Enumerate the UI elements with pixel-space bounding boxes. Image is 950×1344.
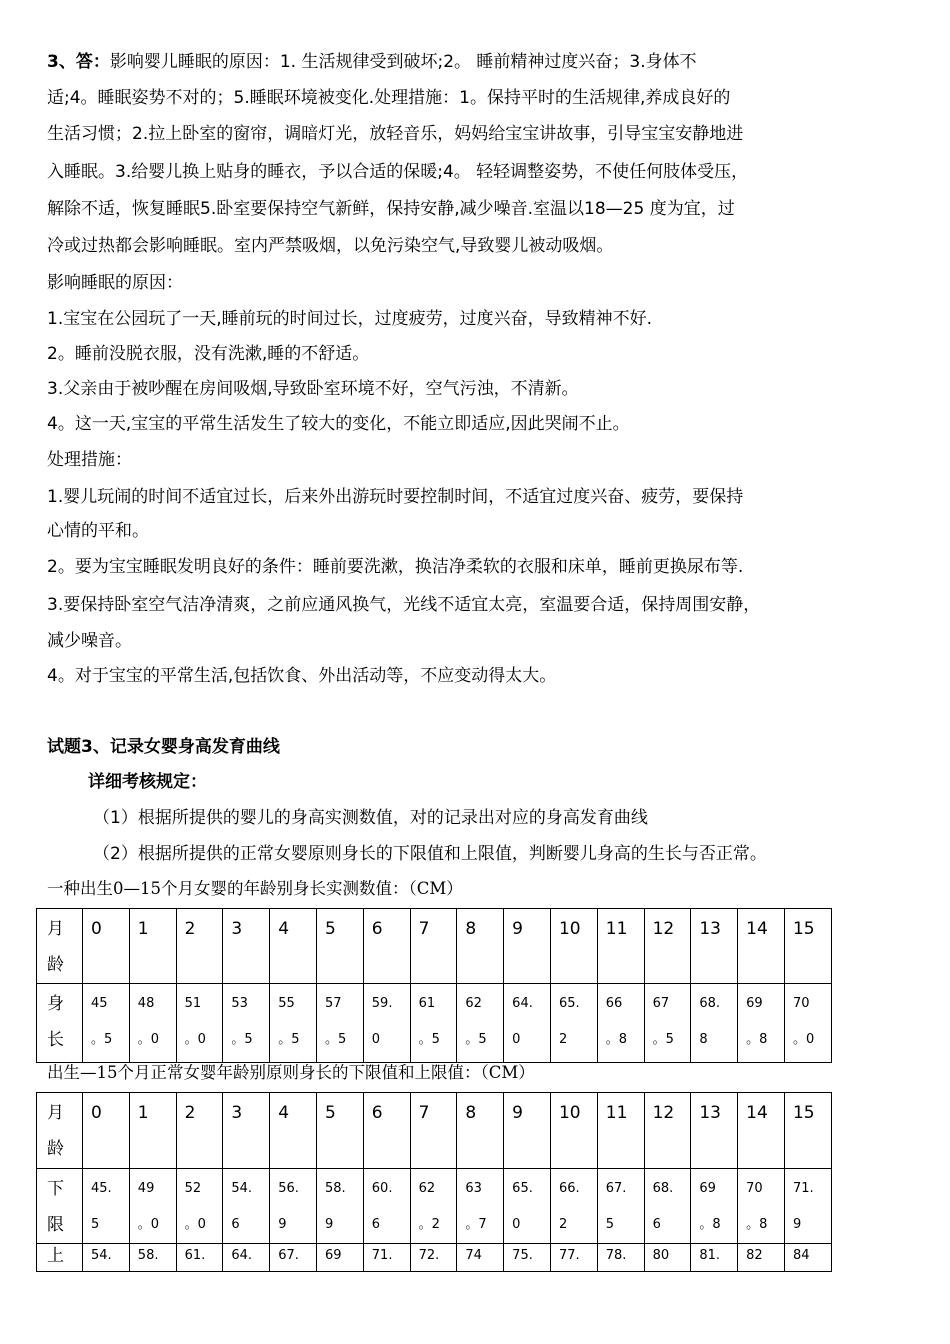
- month-age-cell: 8: [457, 909, 504, 984]
- month-age-cell: 7: [410, 1093, 457, 1169]
- month-age-cell: 1: [129, 909, 176, 984]
- month-age-cell: 14: [738, 909, 785, 984]
- month-age-cell: 4: [270, 1093, 317, 1169]
- height-value-cell: 65. 2: [550, 984, 597, 1063]
- upper-limit-value-cell: 80: [644, 1244, 691, 1272]
- lower-limit-value-cell: 65. 0: [504, 1169, 551, 1244]
- height-value-cell: 66 。8: [597, 984, 644, 1063]
- upper-limit-value-cell: 78.: [597, 1244, 644, 1272]
- lower-limit-value-cell: 52 。0: [176, 1169, 223, 1244]
- lower-limit-value-cell: 60. 6: [363, 1169, 410, 1244]
- upper-limit-value-cell: 64.: [223, 1244, 270, 1272]
- lower-limit-value-cell: 63 。7: [457, 1169, 504, 1244]
- month-age-cell: 15: [784, 909, 831, 984]
- upper-limit-value-cell: 71.: [363, 1244, 410, 1272]
- lower-limit-value-cell: 68. 6: [644, 1169, 691, 1244]
- causes-item-2: 2。睡前没脱衣服，没有洗漱,睡的不舒适。: [47, 344, 370, 364]
- causes-item-3: 3.父亲由于被吵醒在房间吸烟,导致卧室环境不好，空气污浊，不清新。: [47, 379, 579, 399]
- table1-height-row: [37, 984, 832, 1063]
- lower-limit-label: 下 限: [37, 1169, 83, 1244]
- lower-limit-value-cell: 71. 9: [784, 1169, 831, 1244]
- measures-line-2: 心情的平和。: [47, 521, 149, 541]
- table2-lower-row: [37, 1169, 832, 1244]
- month-age-label: 月 龄: [37, 909, 83, 984]
- height-value-cell: 57 。5: [316, 984, 363, 1063]
- upper-limit-value-cell: 81.: [691, 1244, 738, 1272]
- height-value-cell: 45 。5: [83, 984, 130, 1063]
- height-value-cell: 69 。8: [738, 984, 785, 1063]
- month-age-cell: 12: [644, 1093, 691, 1169]
- answer-line-3: 生活习惯；2.拉上卧室的窗帘，调暗灯光，放轻音乐，妈妈给宝宝讲故事，引导宝宝安静地进: [47, 124, 744, 144]
- height-value-cell: 67 。5: [644, 984, 691, 1063]
- table1-caption: 一种出生0—15个月女婴的年龄别身长实测数值：（CM）: [47, 879, 463, 898]
- month-age-cell: 11: [597, 909, 644, 984]
- height-value-cell: 70 。0: [784, 984, 831, 1063]
- answer-text: 影响婴儿睡眠的原因：1. 生活规律受到破坏;2。 睡前精神过度兴奋；3.身体不: [109, 52, 697, 72]
- table2-header-row: [37, 1093, 832, 1169]
- month-age-cell: 9: [504, 1093, 551, 1169]
- height-measurement-table: [36, 908, 832, 1063]
- lower-limit-value-cell: 70 。8: [738, 1169, 785, 1244]
- upper-limit-value-cell: 69: [316, 1244, 363, 1272]
- height-value-cell: 51 。0: [176, 984, 223, 1063]
- answer-line-5: 解除不适，恢复睡眠5.卧室要保持空气新鲜，保持安静,减少噪音.室温以18—25 度为宜，过: [47, 199, 735, 219]
- month-age-cell: 0: [83, 1093, 130, 1169]
- month-age-label: 月 龄: [37, 1093, 83, 1169]
- lower-limit-value-cell: 49 。0: [129, 1169, 176, 1244]
- month-age-cell: 9: [504, 909, 551, 984]
- causes-heading: 影响睡眠的原因：: [47, 273, 183, 293]
- lower-limit-value-cell: 45. 5: [83, 1169, 130, 1244]
- upper-limit-value-cell: 82: [738, 1244, 785, 1272]
- month-age-cell: 13: [691, 909, 738, 984]
- month-age-cell: 15: [784, 1093, 831, 1169]
- month-age-cell: 12: [644, 909, 691, 984]
- upper-limit-value-cell: 54.: [83, 1244, 130, 1272]
- requirement-2: （2）根据所提供的正常女婴原则身长的下限值和上限值，判断婴儿身高的生长与否正常。: [93, 844, 767, 864]
- height-value-cell: 48 。0: [129, 984, 176, 1063]
- month-age-cell: 11: [597, 1093, 644, 1169]
- height-value-cell: 62 。5: [457, 984, 504, 1063]
- month-age-cell: 10: [550, 1093, 597, 1169]
- answer-line-2: 适;4。睡眠姿势不对的；5.睡眠环境被变化.处理措施：1。保持平时的生活规律,养成良好的: [47, 88, 731, 108]
- height-value-cell: 61 。5: [410, 984, 457, 1063]
- upper-limit-value-cell: 75.: [504, 1244, 551, 1272]
- requirement-heading: 详细考核规定：: [88, 772, 207, 792]
- lower-limit-value-cell: 69 。8: [691, 1169, 738, 1244]
- month-age-cell: 14: [738, 1093, 785, 1169]
- upper-limit-value-cell: 58.: [129, 1244, 176, 1272]
- month-age-cell: 6: [363, 1093, 410, 1169]
- height-value-cell: 59. 0: [363, 984, 410, 1063]
- month-age-cell: 0: [83, 909, 130, 984]
- table1-header-row: [37, 909, 832, 984]
- height-value-cell: 55 。5: [270, 984, 317, 1063]
- month-age-cell: 2: [176, 1093, 223, 1169]
- measures-line-6: 4。对于宝宝的平常生活,包括饮食、外出活动等，不应变动得太大。: [47, 666, 557, 686]
- lower-limit-value-cell: 58. 9: [316, 1169, 363, 1244]
- month-age-cell: 2: [176, 909, 223, 984]
- lower-limit-value-cell: 66. 2: [550, 1169, 597, 1244]
- upper-limit-value-cell: 77.: [550, 1244, 597, 1272]
- standard-range-table: [36, 1092, 832, 1272]
- table2-caption: 出生—15个月正常女婴年龄别原则身长的下限值和上限值：（CM）: [47, 1063, 535, 1082]
- answer-label: 3、答：: [47, 52, 110, 72]
- month-age-cell: 8: [457, 1093, 504, 1169]
- month-age-cell: 5: [316, 909, 363, 984]
- measures-line-1: 1.婴儿玩闹的时间不适宜过长，后来外出游玩时要控制时间，不适宜过度兴奋、疲劳，要保持: [47, 487, 744, 507]
- month-age-cell: 10: [550, 909, 597, 984]
- causes-item-1: 1.宝宝在公园玩了一天,睡前玩的时间过长，过度疲劳，过度兴奋，导致精神不好.: [47, 309, 653, 329]
- upper-limit-value-cell: 72.: [410, 1244, 457, 1272]
- lower-limit-value-cell: 67. 5: [597, 1169, 644, 1244]
- answer-line-1: [47, 50, 917, 74]
- measures-heading: 处理措施：: [47, 450, 132, 470]
- answer-line-4: 入睡眠。3.给婴儿换上贴身的睡衣，予以合适的保暖;4。 轻轻调整姿势，不使任何肢体受压，: [47, 162, 749, 182]
- measures-line-4: 3.要保持卧室空气洁净清爽，之前应通风换气，光线不适宜太亮，室温要合适，保持周围安静，: [47, 595, 761, 615]
- month-age-cell: 4: [270, 909, 317, 984]
- month-age-cell: 3: [223, 1093, 270, 1169]
- causes-item-4: 4。这一天,宝宝的平常生活发生了较大的变化，不能立即适应,因此哭闹不止。: [47, 414, 630, 434]
- upper-limit-value-cell: 84: [784, 1244, 831, 1272]
- lower-limit-value-cell: 54. 6: [223, 1169, 270, 1244]
- height-value-cell: 53 。5: [223, 984, 270, 1063]
- height-value-cell: 68. 8: [691, 984, 738, 1063]
- question3-title: 试题3、记录女婴身高发育曲线: [47, 737, 280, 757]
- measures-line-5: 减少噪音。: [47, 631, 132, 651]
- month-age-cell: 3: [223, 909, 270, 984]
- lower-limit-value-cell: 56. 9: [270, 1169, 317, 1244]
- month-age-cell: 6: [363, 909, 410, 984]
- month-age-cell: 5: [316, 1093, 363, 1169]
- requirement-1: （1）根据所提供的婴儿的身高实测数值，对的记录出对应的身高发育曲线: [93, 808, 648, 828]
- upper-limit-value-cell: 74: [457, 1244, 504, 1272]
- month-age-cell: 13: [691, 1093, 738, 1169]
- table2-upper-row: [37, 1244, 832, 1272]
- measures-line-3: 2。要为宝宝睡眠发明良好的条件：睡前要洗漱，换洁净柔软的衣服和床单，睡前更换尿布等.: [47, 557, 744, 577]
- month-age-cell: 7: [410, 909, 457, 984]
- upper-limit-value-cell: 67.: [270, 1244, 317, 1272]
- lower-limit-value-cell: 62 。2: [410, 1169, 457, 1244]
- upper-limit-label: 上: [37, 1244, 83, 1272]
- height-label: 身 长: [37, 984, 83, 1063]
- height-value-cell: 64. 0: [504, 984, 551, 1063]
- month-age-cell: 1: [129, 1093, 176, 1169]
- answer-line-6: 冷或过热都会影响睡眠。室内严禁吸烟，以免污染空气,导致婴儿被动吸烟。: [47, 236, 614, 256]
- upper-limit-value-cell: 61.: [176, 1244, 223, 1272]
